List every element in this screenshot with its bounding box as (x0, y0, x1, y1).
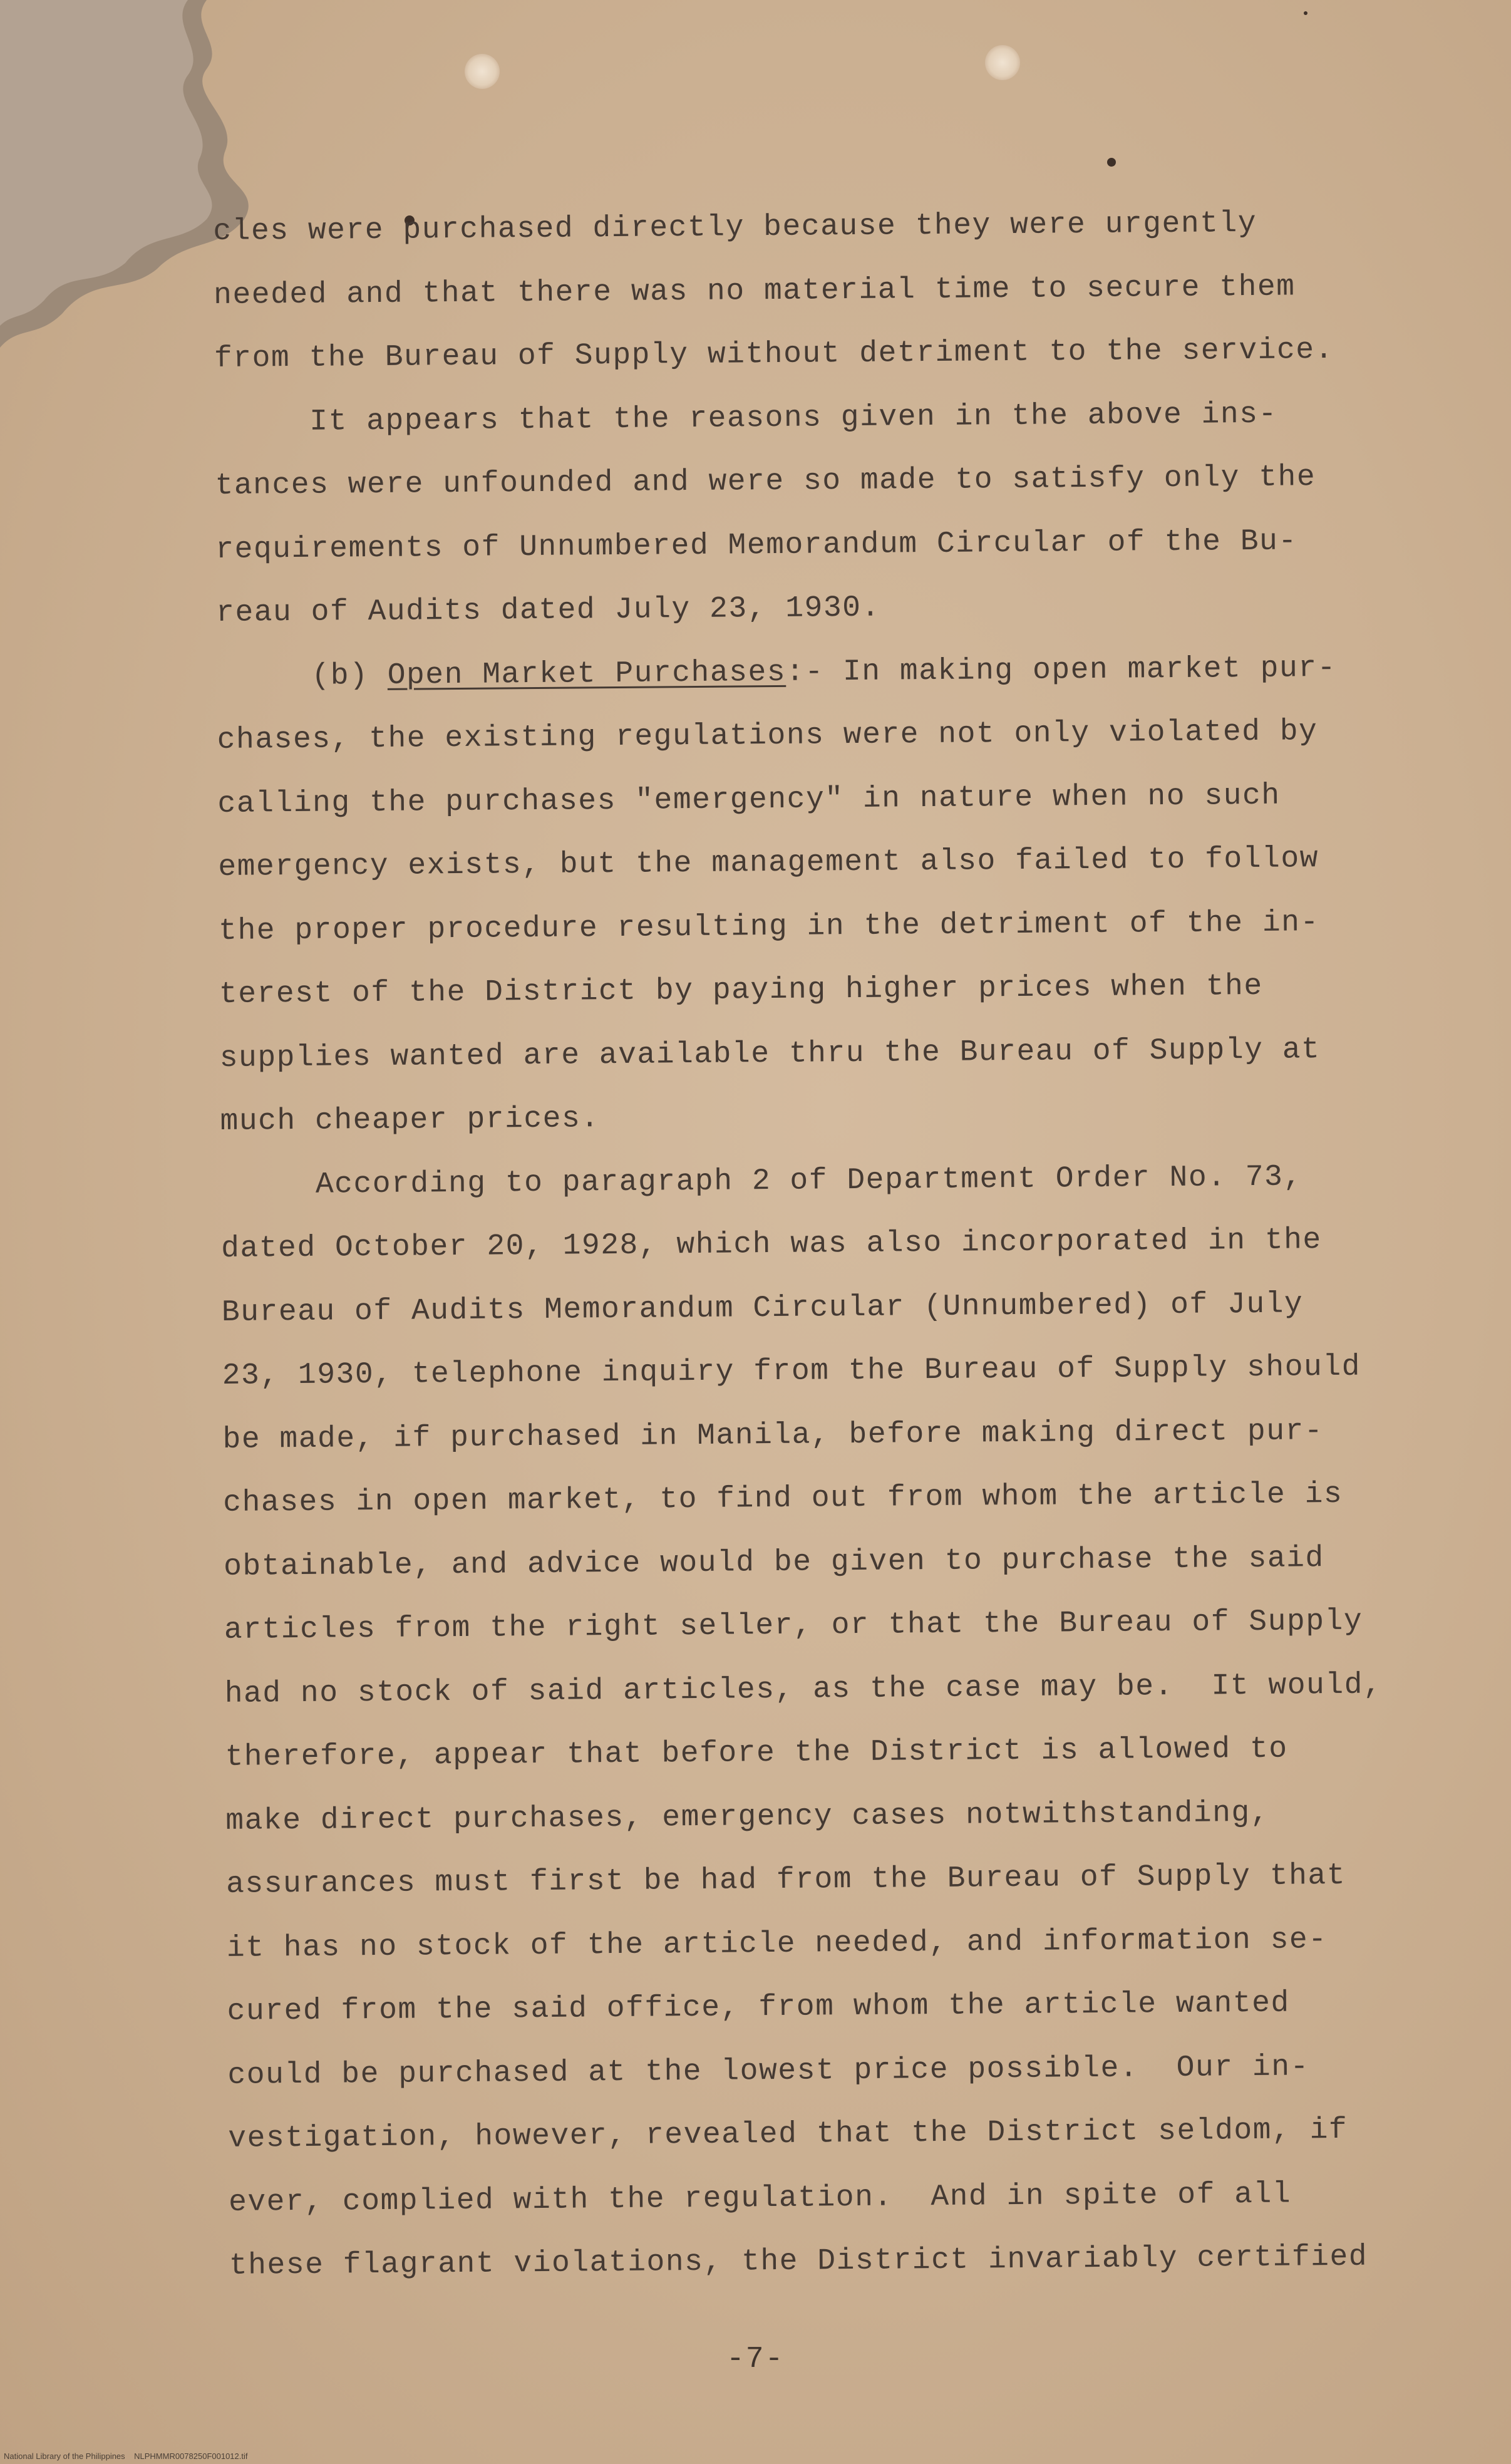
text-line: had no stock of said articles, as the case may be. It would, (224, 1667, 1383, 1711)
punch-hole-right (985, 45, 1020, 80)
text-line: reau of Audits dated July 23, 1930. (215, 591, 881, 630)
archive-footer-label: National Library of the Philippines NLPHMMR0078250F001012.tif (4, 2451, 248, 2461)
ink-speck (1304, 11, 1307, 15)
typed-body-text (213, 191, 1406, 2298)
text-line: ever, complied with the regulation. And in spite of all (228, 2177, 1292, 2220)
text-line: requirements of Unnumbered Memorandum Circular of the Bu- (215, 524, 1297, 567)
text-line: obtainable, and advice would be given to purchase the said (223, 1541, 1324, 1584)
text-line: Bureau of Audits Memorandum Circular (Unnumbered) of July (221, 1286, 1304, 1330)
text-line: assurances must first be had from the Bureau of Supply that (225, 1858, 1346, 1902)
text-line: calling the purchases "emergency" in nature when no such (217, 779, 1281, 821)
text-line: much cheaper prices. (220, 1102, 600, 1139)
text-line: chases in open market, to find out from whom the article is (223, 1477, 1343, 1520)
text-line: therefore, appear that before the District is allowed to (225, 1732, 1288, 1774)
text-line: supplies wanted are available thru the Bureau of Supply at (219, 1032, 1321, 1075)
ink-speck (1107, 158, 1116, 167)
text-line: cured from the said office, from whom the article wanted (227, 1986, 1290, 2029)
text-line: needed and that there was no material time to secure them (213, 269, 1296, 313)
text-line: articles from the right seller, or that the Bureau of Supply (224, 1604, 1363, 1647)
text-line: these flagrant violations, the District invariably certified (229, 2240, 1368, 2283)
text-line: cles were purchased directly because they were urgently (213, 206, 1257, 249)
section-heading-underlined: Open Market Purchases (387, 655, 786, 693)
text-line: make direct purchases, emergency cases notwithstanding, (225, 1796, 1270, 1838)
text-line: the proper procedure resulting in the detriment of the in- (218, 905, 1319, 948)
heading-prefix: (b) (216, 658, 388, 694)
text-line: emergency exists, but the management also failed to follow (218, 842, 1319, 884)
page-number: -7- (726, 2342, 785, 2376)
text-line: tances were unfounded and were so made to satisfy only the (215, 460, 1316, 503)
text-line: terest of the District by paying higher prices when the (219, 969, 1263, 1012)
text-line: 23, 1930, telephone inquiry from the Bureau of Supply should (222, 1350, 1361, 1393)
heading-suffix: :- In making open market pur- (785, 651, 1337, 690)
text-line: chases, the existing regulations were not only violated by (217, 715, 1318, 757)
text-line: dated October 20, 1928, which was also incorporated in the (220, 1223, 1322, 1266)
text-line: from the Bureau of Supply without detriment to the service. (214, 333, 1334, 376)
section-heading-line (217, 636, 1395, 709)
text-line: According to paragraph 2 of Department Order No. 73, (220, 1159, 1302, 1203)
text-line: vestigation, however, revealed that the District seldom, if (228, 2113, 1348, 2156)
text-line: be made, if purchased in Manila, before making direct pur- (222, 1414, 1324, 1457)
text-line: it has no stock of the article needed, and information se- (226, 1922, 1328, 1965)
punch-hole-left (465, 54, 500, 89)
text-line: could be purchased at the lowest price possible. Our in- (227, 2049, 1310, 2093)
text-line: It appears that the reasons given in the above ins- (214, 397, 1278, 440)
